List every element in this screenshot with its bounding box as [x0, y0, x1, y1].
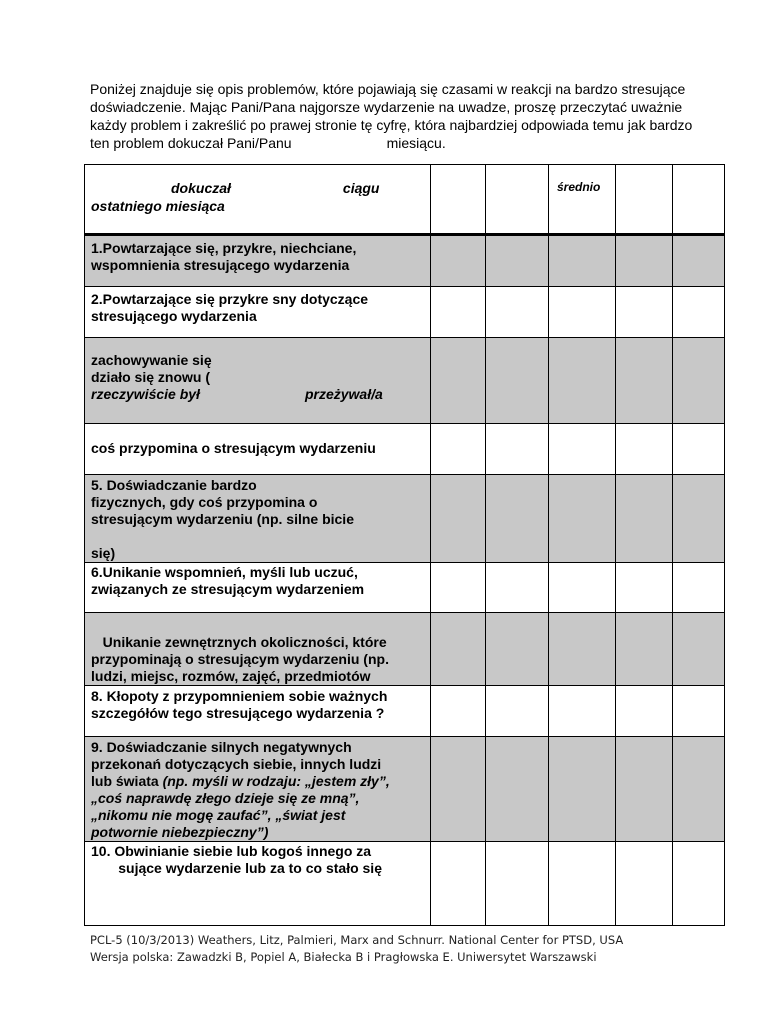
instructions-line: ten problem dokuczał Pani/Panu miesiącu.: [90, 135, 446, 151]
item-text: wspomnienia stresującego wydarzenia: [91, 257, 350, 273]
item-text: ludzi, miejsc, rozmów, zajęć, przedmiotów: [91, 668, 371, 684]
item-cell: [85, 338, 431, 424]
rating-cell[interactable]: [486, 563, 549, 613]
item-text: stresującego wydarzenia: [91, 308, 257, 324]
rating-cell[interactable]: [486, 737, 549, 842]
rating-cell[interactable]: [549, 338, 616, 424]
table-row: [85, 686, 725, 737]
rating-cell[interactable]: [673, 737, 725, 842]
rating-cell[interactable]: [673, 475, 725, 563]
instructions-line: Poniżej znajduje się opis problemów, które pojawiają się czasami w reakcji na bardzo stresujące: [90, 81, 686, 97]
rating-cell[interactable]: [431, 686, 486, 737]
rating-cell[interactable]: [549, 475, 616, 563]
item-text: potwornie niebezpieczny”): [91, 824, 269, 840]
rating-cell[interactable]: [549, 563, 616, 613]
rating-cell[interactable]: [673, 563, 725, 613]
rating-column-header: [549, 165, 616, 235]
rating-cell[interactable]: [549, 842, 616, 926]
table-row: [85, 737, 725, 842]
instructions-paragraph: [90, 80, 720, 152]
item-text: zachowywanie się: [91, 352, 212, 368]
item-text: stresującym wydarzeniu (np. silne bicie: [91, 511, 354, 527]
header-text: dokuczał: [171, 180, 231, 196]
table-row: [85, 475, 725, 563]
item-cell: [85, 287, 431, 338]
item-text: fizycznych, gdy coś przypomina o: [91, 494, 318, 510]
rating-cell[interactable]: [549, 686, 616, 737]
rating-cell[interactable]: [549, 287, 616, 338]
item-text: przekonań dotyczących siebie, innych ludzi: [91, 756, 382, 772]
footer-line: Wersja polska: Zawadzki B, Popiel A, Białecka B i Pragłowska E. Uniwersytet Warszawski: [90, 950, 597, 964]
rating-cell[interactable]: [673, 842, 725, 926]
rating-cell[interactable]: [431, 235, 486, 287]
rating-cell[interactable]: [431, 424, 486, 475]
item-text: Unikanie zewnętrznych okoliczności, które: [91, 634, 387, 650]
item-cell: [85, 686, 431, 737]
table-row: [85, 287, 725, 338]
rating-cell[interactable]: [616, 287, 673, 338]
item-text: lub świata (np. myśli w rodzaju: „jestem zły”,: [91, 773, 390, 789]
item-text: „coś naprawdę złego dzieje się ze mną”,: [91, 790, 360, 806]
rating-cell[interactable]: [673, 287, 725, 338]
item-text: się): [91, 545, 116, 561]
rating-cell[interactable]: [486, 287, 549, 338]
footer-citation: [90, 932, 623, 966]
item-cell: [85, 424, 431, 475]
symptom-rating-table: [84, 164, 725, 926]
rating-cell[interactable]: [549, 613, 616, 686]
item-text: 10. Obwinianie siebie lub kogoś innego za: [91, 843, 372, 859]
table-header-row: [85, 165, 725, 235]
item-cell: [85, 235, 431, 287]
item-cell: [85, 475, 431, 563]
rating-cell[interactable]: [431, 613, 486, 686]
rating-cell[interactable]: [616, 842, 673, 926]
rating-cell[interactable]: [431, 338, 486, 424]
rating-cell[interactable]: [673, 338, 725, 424]
item-text: 8. Kłopoty z przypomnieniem sobie ważnych: [91, 688, 388, 704]
item-text: działo się znowu (: [91, 369, 211, 385]
header-text: ciągu: [342, 180, 380, 196]
item-text: przypominają o stresującym wydarzeniu (np.: [91, 651, 389, 667]
rating-column-header: [616, 165, 673, 235]
item-text: 1.Powtarzające się, przykre, niechciane,: [91, 240, 357, 256]
rating-cell[interactable]: [486, 424, 549, 475]
item-text: 5. Doświadczanie bardzo: [91, 477, 257, 493]
rating-cell[interactable]: [549, 235, 616, 287]
item-text: związanych ze stresującym wydarzeniem: [91, 581, 365, 597]
rating-cell[interactable]: [486, 475, 549, 563]
item-text: coś przypomina o stresującym wydarzeniu: [91, 440, 376, 456]
rating-cell[interactable]: [486, 842, 549, 926]
item-text: 6.Unikanie wspomnień, myśli lub uczuć,: [91, 564, 358, 580]
rating-cell[interactable]: [431, 737, 486, 842]
rating-cell[interactable]: [673, 613, 725, 686]
item-cell: [85, 613, 431, 686]
item-text: 2.Powtarzające się przykre sny dotyczące: [91, 291, 369, 307]
rating-column-header: [431, 165, 486, 235]
rating-cell[interactable]: [486, 235, 549, 287]
rating-cell[interactable]: [673, 424, 725, 475]
rating-cell[interactable]: [673, 686, 725, 737]
table-row: [85, 613, 725, 686]
table-row: [85, 424, 725, 475]
table-row: [85, 338, 725, 424]
rating-column-header: [673, 165, 725, 235]
rating-cell[interactable]: [616, 737, 673, 842]
header-cell: [85, 165, 431, 235]
rating-cell[interactable]: [431, 287, 486, 338]
rating-cell[interactable]: [486, 613, 549, 686]
item-text: sujące wydarzenie lub za to co stało się: [91, 860, 382, 876]
instructions-line: każdy problem i zakreślić po prawej stronie tę cyfrę, która najbardziej odpowiada temu jak bardzo: [90, 117, 693, 133]
rating-cell[interactable]: [549, 424, 616, 475]
item-text: „nikomu nie mogę zaufać”, „świat jest: [91, 807, 346, 823]
rating-cell[interactable]: [616, 686, 673, 737]
rating-cell[interactable]: [616, 235, 673, 287]
item-text: 9. Doświadczanie silnych negatywnych: [91, 739, 352, 755]
rating-cell[interactable]: [673, 235, 725, 287]
rating-cell[interactable]: [616, 563, 673, 613]
rating-cell[interactable]: [616, 424, 673, 475]
item-text: rzeczywiście był przeżywał/a: [91, 386, 383, 402]
item-text: szczegółów tego stresującego wydarzenia ?: [91, 705, 385, 721]
rating-cell[interactable]: [431, 475, 486, 563]
table-row: [85, 563, 725, 613]
rating-cell[interactable]: [431, 563, 486, 613]
footer-line: PCL-5 (10/3/2013) Weathers, Litz, Palmieri, Marx and Schnurr. National Center for PTSD, USA: [90, 933, 624, 947]
rating-cell[interactable]: [486, 686, 549, 737]
item-cell: [85, 563, 431, 613]
rating-cell[interactable]: [616, 475, 673, 563]
rating-column-header: [486, 165, 549, 235]
rating-cell[interactable]: [431, 842, 486, 926]
instructions-line: doświadczenie. Mając Pani/Pana najgorsze wydarzenie na uwadze, proszę przeczytać uważnie: [90, 99, 683, 115]
rating-cell[interactable]: [616, 338, 673, 424]
table-row: [85, 235, 725, 287]
table-row: [85, 842, 725, 926]
item-cell: [85, 842, 431, 926]
item-cell: [85, 737, 431, 842]
rating-cell[interactable]: [616, 613, 673, 686]
header-text: ostatniego miesiąca: [91, 198, 225, 214]
rating-cell[interactable]: [549, 737, 616, 842]
rating-cell[interactable]: [486, 338, 549, 424]
column-label-srednio: średnio: [557, 180, 601, 194]
